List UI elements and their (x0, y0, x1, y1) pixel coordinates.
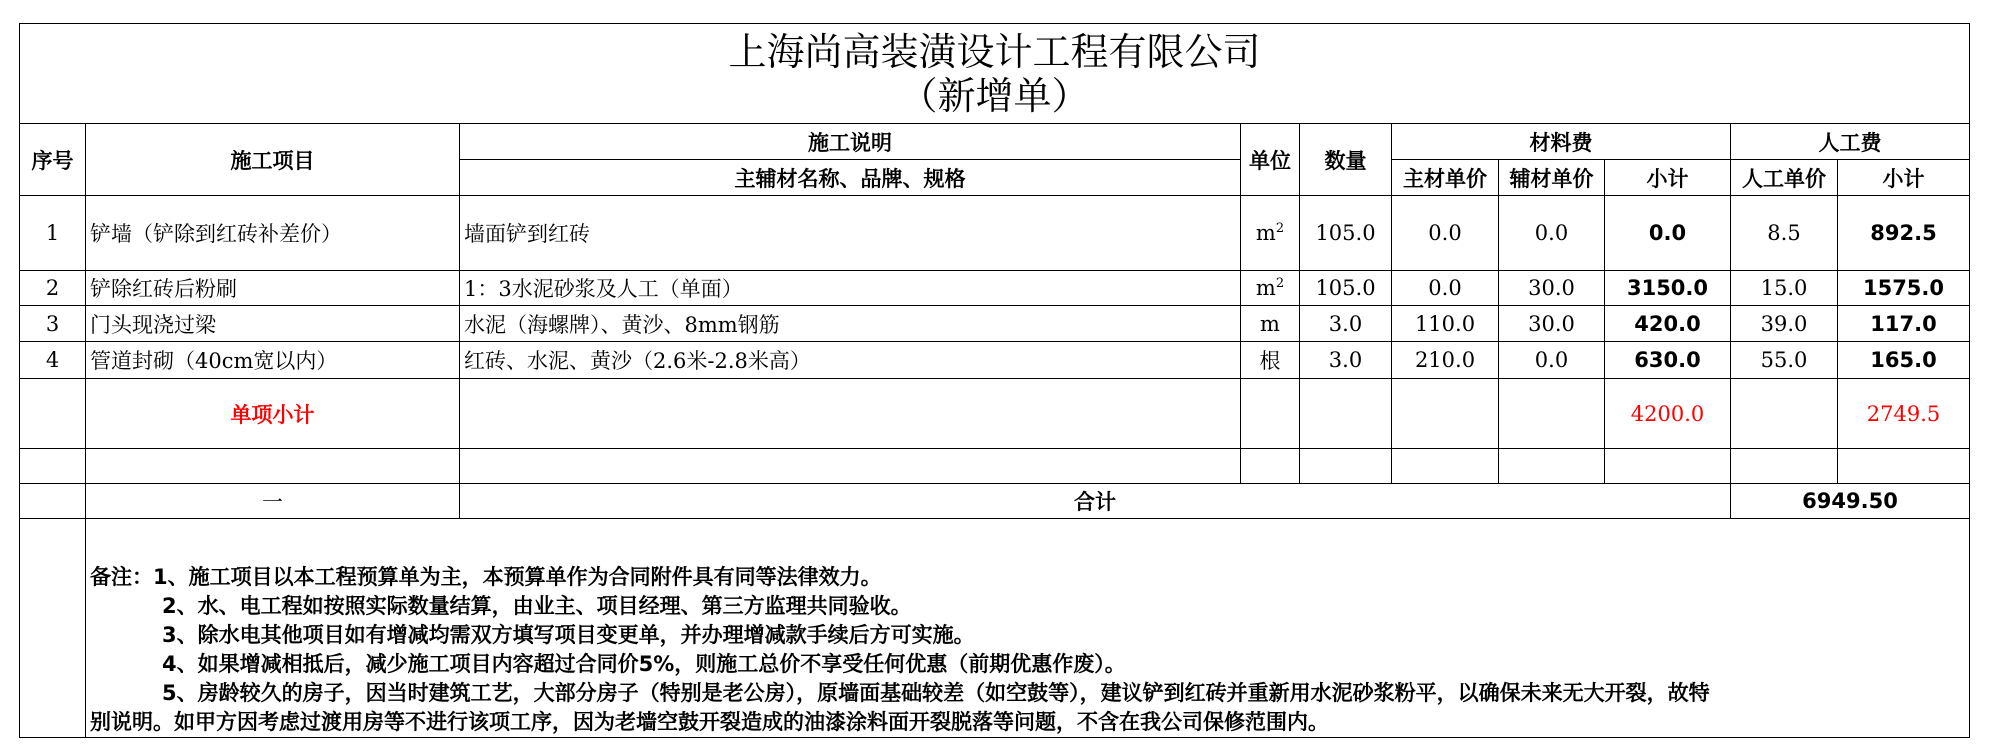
header-labor-subtotal: 小计 (1838, 160, 1970, 196)
unit-text: m (1255, 221, 1276, 245)
row-qty: 105.0 (1300, 196, 1392, 271)
row-labor-subtotal: 1575.0 (1838, 271, 1970, 306)
row-aux-price: 0.0 (1499, 196, 1605, 271)
header-material: 材料费 (1392, 124, 1731, 160)
row-seq: 4 (20, 342, 86, 379)
header-qty: 数量 (1300, 124, 1392, 196)
header-aux-price: 辅材单价 (1499, 160, 1605, 196)
row-desc: 红砖、水泥、黄沙（2.6米-2.8米高） (460, 342, 1241, 379)
row-labor-price: 15.0 (1731, 271, 1838, 306)
row-unit (1241, 196, 1300, 271)
header-item: 施工项目 (86, 124, 460, 196)
note-item: 别说明。如甲方因考虑过渡用房等不进行该项工序，因为老墙空鼓开裂造成的油漆涂料面开裂脱落等问题，不含在我公司保修范围内。 (90, 710, 1329, 734)
subtotal-labor: 2749.5 (1838, 379, 1970, 449)
row-aux-price: 0.0 (1499, 342, 1605, 379)
row-main-price: 0.0 (1392, 196, 1499, 271)
row-qty: 3.0 (1300, 342, 1392, 379)
table-row (20, 342, 1970, 379)
row-seq: 1 (20, 196, 86, 271)
row-item: 铲除红砖后粉刷 (86, 271, 460, 306)
total-seq: 一 (86, 484, 460, 519)
header-seq: 序号 (20, 124, 86, 196)
header-desc-sub: 主辅材名称、品牌、规格 (460, 160, 1241, 196)
row-labor-subtotal: 165.0 (1838, 342, 1970, 379)
note-item: 3、除水电其他项目如有增减均需双方填写项目变更单，并办理增减款手续后方可实施。 (162, 623, 975, 647)
note-item: 备注：1、施工项目以本工程预算单为主，本预算单作为合同附件具有同等法律效力。 (90, 565, 882, 589)
row-qty: 3.0 (1300, 306, 1392, 342)
row-item: 铲墙（铲除到红砖补差价） (86, 196, 460, 271)
row-labor-subtotal: 892.5 (1838, 196, 1970, 271)
unit-text: m (1255, 276, 1276, 300)
row-desc: 墙面铲到红砖 (460, 196, 1241, 271)
unit-superscript: 2 (1275, 276, 1285, 291)
notes (86, 519, 1970, 738)
row-desc: 水泥（海螺牌）、黄沙、8mm钢筋 (460, 306, 1241, 342)
total-row (20, 484, 1970, 519)
subtotal-row (20, 379, 1970, 449)
row-unit (1241, 271, 1300, 306)
row-main-price: 110.0 (1392, 306, 1499, 342)
subtotal-label: 单项小计 (86, 379, 460, 449)
row-labor-subtotal: 117.0 (1838, 306, 1970, 342)
unit-text: m (1260, 311, 1280, 336)
note-item: 4、如果增减相抵后，减少施工项目内容超过合同价5%，则施工总价不享受任何优惠（前期优惠作废）。 (162, 652, 1126, 676)
header-unit: 单位 (1241, 124, 1300, 196)
company-title: 上海尚高装潢设计工程有限公司 (728, 29, 1261, 74)
table-row (20, 306, 1970, 342)
row-desc: 1：3水泥砂浆及人工（单面） (460, 271, 1241, 306)
row-seq: 2 (20, 271, 86, 306)
note-item: 2、水、电工程如按照实际数量结算，由业主、项目经理、第三方监理共同验收。 (162, 594, 912, 618)
quotation-table (19, 23, 1970, 738)
header-main-price: 主材单价 (1392, 160, 1499, 196)
table-row (20, 196, 1970, 271)
row-labor-price: 8.5 (1731, 196, 1838, 271)
unit-superscript: 2 (1275, 221, 1285, 236)
document-subtitle: （新增单） (899, 73, 1090, 118)
note-item: 5、房龄较久的房子，因当时建筑工艺，大部分房子（特别是老公房），原墙面基础较差（如空鼓等），建议铲到红砖并重新用水泥砂浆粉平，以确保未来无大开裂，故特 (162, 681, 1710, 705)
unit-text: 根 (1259, 349, 1281, 373)
row-labor-price: 39.0 (1731, 306, 1838, 342)
header-labor: 人工费 (1731, 124, 1970, 160)
row-mat-subtotal: 3150.0 (1605, 271, 1731, 306)
row-labor-price: 55.0 (1731, 342, 1838, 379)
row-mat-subtotal: 0.0 (1605, 196, 1731, 271)
row-seq: 3 (20, 306, 86, 342)
row-unit (1241, 306, 1300, 342)
total-value: 6949.50 (1731, 484, 1970, 519)
header-labor-price: 人工单价 (1731, 160, 1838, 196)
empty-row (20, 449, 1970, 484)
row-main-price: 0.0 (1392, 271, 1499, 306)
row-item: 管道封砌（40cm宽以内） (86, 342, 460, 379)
subtotal-material: 4200.0 (1605, 379, 1731, 449)
row-aux-price: 30.0 (1499, 271, 1605, 306)
notes-row (20, 519, 1970, 738)
row-item: 门头现浇过梁 (86, 306, 460, 342)
row-aux-price: 30.0 (1499, 306, 1605, 342)
row-unit (1241, 342, 1300, 379)
row-mat-subtotal: 630.0 (1605, 342, 1731, 379)
title-cell (20, 24, 1970, 124)
row-qty: 105.0 (1300, 271, 1392, 306)
header-mat-subtotal: 小计 (1605, 160, 1731, 196)
row-main-price: 210.0 (1392, 342, 1499, 379)
header-desc: 施工说明 (460, 124, 1241, 160)
row-mat-subtotal: 420.0 (1605, 306, 1731, 342)
table-row (20, 271, 1970, 306)
total-label: 合计 (460, 484, 1731, 519)
